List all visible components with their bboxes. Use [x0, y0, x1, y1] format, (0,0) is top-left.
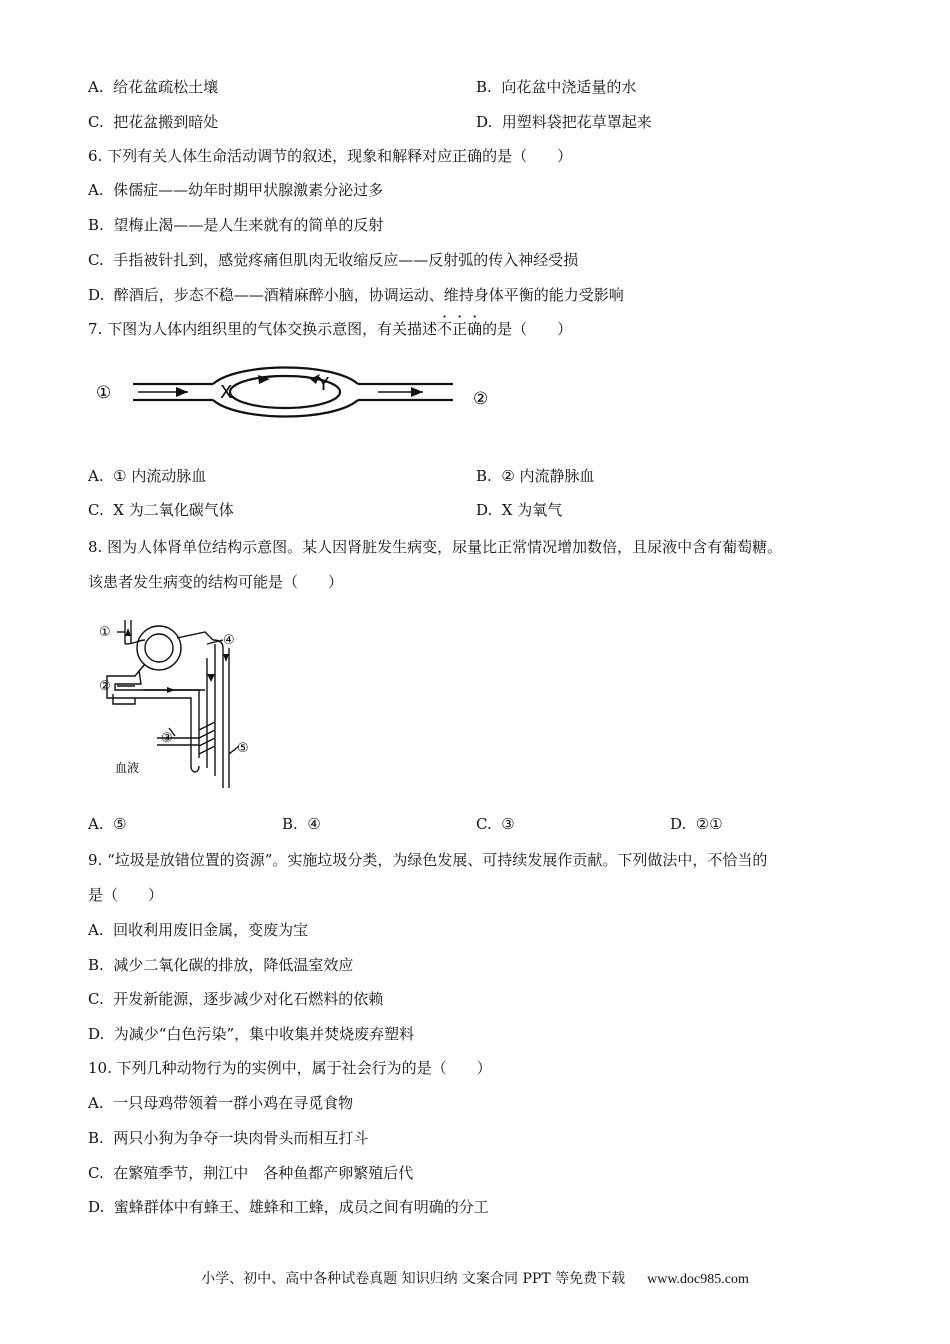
footer-url[interactable]: www.doc985.com	[647, 1272, 749, 1287]
q8-option-d: D. ②①	[670, 815, 723, 833]
q6-stem: 6. 下列有关人体生命活动调节的叙述，现象和解释对应正确的是（ ）	[88, 147, 573, 165]
q9-stem-line2: 是（ ）	[88, 886, 164, 904]
q8-option-c: C. ③	[476, 815, 515, 833]
q9-option-d: D. 为减少“白色污染”，集中收集并焚烧废弃塑料	[88, 1025, 415, 1043]
q7-stem-pre: 7. 下图为人体内组织里的气体交换示意图，有关描述	[88, 320, 438, 338]
q9-option-a: A. 回收利用废旧金属，变废为宝	[88, 921, 309, 939]
nephron-label-4: ④	[223, 633, 235, 648]
q7-stem-post: 的是（ ）	[482, 320, 573, 338]
q9-option-b: B. 减少二氧化碳的排放，降低温室效应	[88, 956, 354, 974]
fig7-label-1: ①	[96, 383, 112, 403]
nephron-blood-label: 血液	[115, 761, 140, 775]
q7-emph-2: 正	[452, 320, 468, 338]
q9-stem-line1: 9. “垃圾是放错位置的资源”。实施垃圾分类，为绿色发展、可持续发展作贡献。下列做法中，不恰当的	[88, 851, 768, 869]
q7-option-c: C. X 为二氧化碳气体	[88, 501, 234, 519]
q10-stem: 10. 下列几种动物行为的实例中，属于社会行为的是（ ）	[88, 1059, 492, 1077]
q10-option-a: A. 一只母鸡带领着一群小鸡在寻觅食物	[88, 1094, 354, 1112]
q7-emph-3: 确	[467, 320, 483, 338]
nephron-label-2: ②	[99, 679, 111, 694]
q7-option-a: A. ① 内流动脉血	[88, 467, 207, 485]
footer-text: 小学、初中、高中各种试卷真题 知识归纳 文案合同 PPT 等免费下载	[201, 1271, 626, 1287]
q6-option-b: B. 望梅止渴——是人生来就有的简单的反射	[88, 216, 384, 234]
q6-option-d: D. 醉酒后，步态不稳——酒精麻醉小脑，协调运动、维持身体平衡的能力受影响	[88, 286, 624, 304]
q10-option-b: B. 两只小狗为争夺一块肉骨头而相互打斗	[88, 1129, 369, 1147]
q10-option-c: C. 在繁殖季节，荆江中 各种鱼都产卵繁殖后代	[88, 1164, 414, 1182]
nephron-label-3: ③	[161, 731, 173, 746]
q10-option-d: D. 蜜蜂群体中有蜂王、雄蜂和工蜂，成员之间有明确的分工	[88, 1198, 489, 1216]
q7-option-d: D. X 为氧气	[476, 501, 563, 519]
fig7-label-x: X	[220, 382, 233, 403]
fig7-label-2: ②	[473, 389, 489, 409]
q8-option-a: A. ⑤	[88, 815, 127, 833]
q5-option-c: C. 把花盆搬到暗处	[88, 113, 219, 131]
nephron-label-1: ①	[99, 625, 111, 640]
q5-option-b: B. 向花盆中浇适量的水	[476, 78, 637, 96]
q8-stem-line2: 该患者发生病变的结构可能是（ ）	[88, 573, 344, 591]
gas-exchange-diagram	[88, 360, 508, 432]
q7-emph-1: 不	[437, 320, 453, 338]
q7-stem	[88, 318, 572, 340]
q5-option-a: A. 给花盆疏松土壤	[88, 78, 219, 96]
q7-option-b: B. ② 内流静脉血	[476, 467, 595, 485]
page-footer	[0, 1268, 950, 1288]
fig7-label-y: Y	[318, 374, 329, 395]
q6-option-c: C. 手指被针扎到，感觉疼痛但肌肉无收缩反应——反射弧的传入神经受损	[88, 251, 579, 269]
nephron-diagram	[95, 618, 265, 794]
q9-option-c: C. 开发新能源，逐步减少对化石燃料的依赖	[88, 990, 384, 1008]
q8-option-b: B. ④	[282, 815, 321, 833]
q5-option-d: D. 用塑料袋把花草罩起来	[476, 113, 652, 131]
q8-stem-line1: 8. 图为人体肾单位结构示意图。某人因肾脏发生病变，尿量比正常情况增加数倍，且尿液中含有葡萄糖。	[88, 538, 783, 556]
nephron-label-5: ⑤	[237, 741, 249, 756]
q6-option-a: A. 侏儒症——幼年时期甲状腺激素分泌过多	[88, 181, 384, 199]
